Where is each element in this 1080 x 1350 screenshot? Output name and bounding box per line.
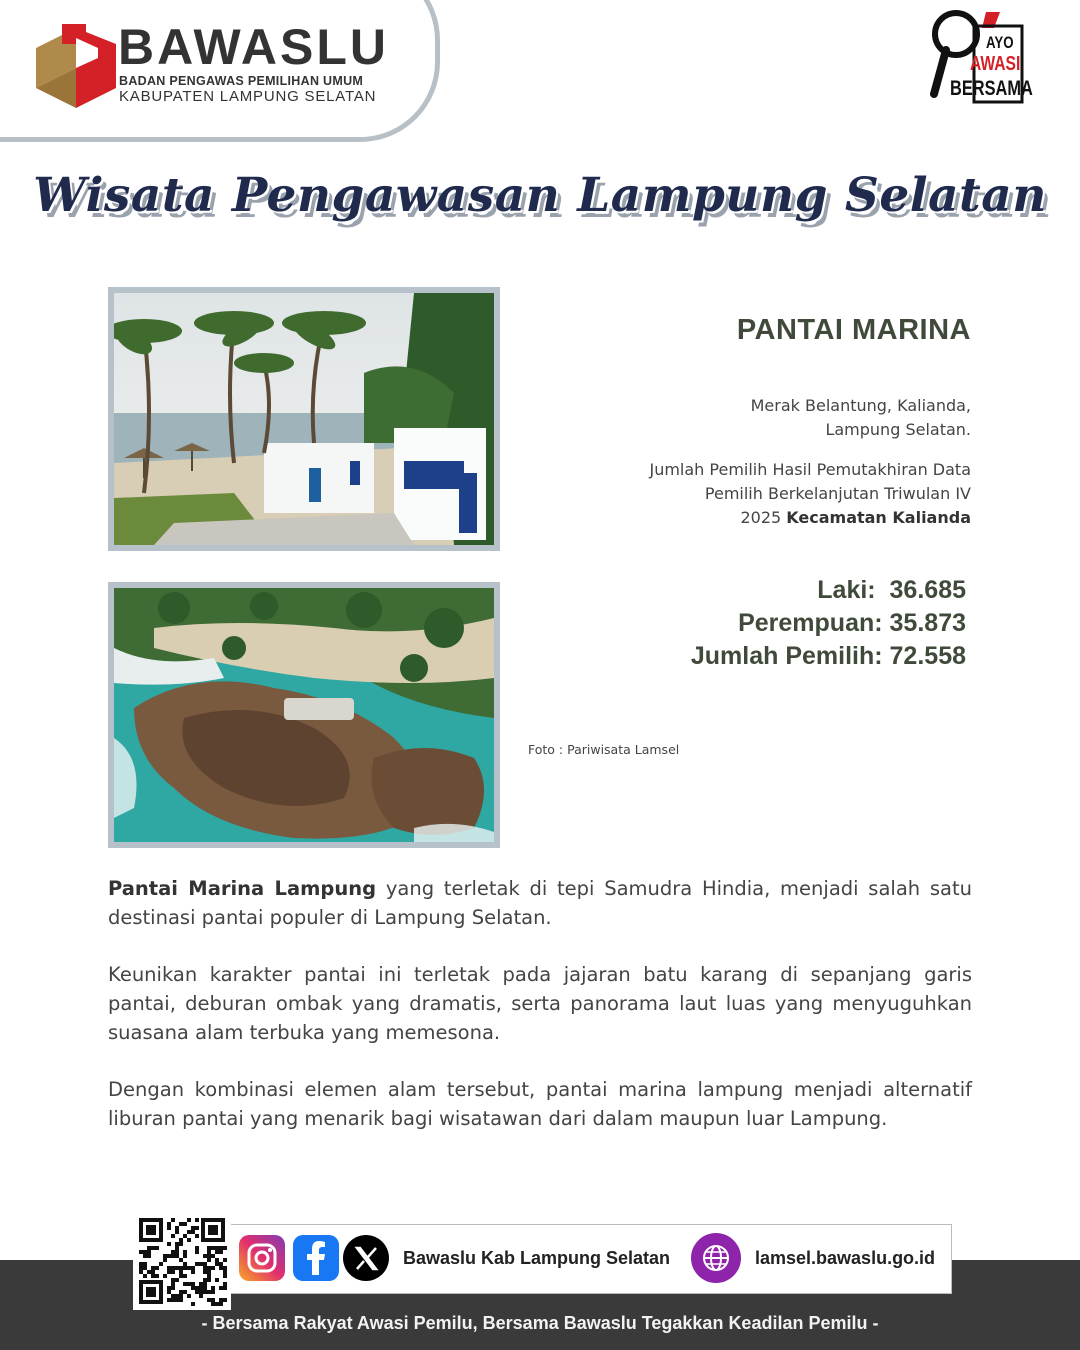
facebook-icon[interactable]: [293, 1235, 339, 1281]
paragraph-conclusion: Dengan kombinasi elemen alam tersebut, pantai marina lampung menjadi alternatif liburan pantai yang menarik bagi wisatawan dari dalam maupun luar Lampung.: [108, 1078, 972, 1130]
voter-data-description: [649, 458, 971, 530]
female-label: Perempuan:: [738, 609, 883, 637]
desc-line1: Jumlah Pemilih Hasil Pemutakhiran Data: [649, 460, 971, 479]
bawaslu-logo: [36, 24, 116, 108]
qr-code[interactable]: [133, 1212, 231, 1310]
desc-line2: Pemilih Berkelanjutan Triwulan IV: [704, 484, 971, 503]
globe-icon[interactable]: [691, 1233, 741, 1283]
badge-line2: AWASI: [970, 53, 1021, 75]
male-value: 36.685: [889, 576, 966, 604]
desc-year: 2025: [740, 508, 782, 527]
social-bar: [230, 1224, 952, 1294]
instagram-icon[interactable]: [239, 1235, 285, 1281]
org-name: BAWASLU: [118, 19, 389, 75]
ayo-awasi-badge: [930, 8, 1033, 104]
website-link[interactable]: lamsel.bawaslu.go.id: [755, 1248, 936, 1268]
org-full-name: BADAN PENGAWAS PEMILIHAN UMUM: [119, 74, 364, 88]
photo-credit: Foto : Pariwisata Lamsel: [528, 742, 680, 757]
female-value: 35.873: [889, 609, 966, 637]
intro-rest: yang terletak di tepi Samudra Hindia, menjadi salah satu destinasi pantai populer di Lampung Selatan.: [108, 877, 972, 929]
photo-rocky-coast: [108, 582, 500, 848]
x-icon[interactable]: [343, 1235, 389, 1281]
place-address: [751, 394, 971, 442]
male-label: Laki:: [817, 576, 876, 604]
photo-beach-building: [108, 287, 500, 551]
total-value: 72.558: [889, 642, 966, 670]
desc-district: Kecamatan Kalianda: [786, 508, 971, 527]
footer-tagline: - Bersama Rakyat Awasi Pemilu, Bersama Bawaslu Tegakkan Keadilan Pemilu -: [201, 1313, 879, 1333]
intro-bold: Pantai Marina Lampung: [108, 877, 377, 900]
address-line1: Merak Belantung, Kalianda,: [750, 396, 971, 415]
paragraph-intro: [108, 874, 972, 932]
badge-line1: AYO: [986, 33, 1014, 52]
place-name: PANTAI MARINA: [736, 314, 971, 346]
paragraph-uniqueness: Keunikan karakter pantai ini terletak pada jajaran batu karang di sepanjang garis pantai, deburan ombak yang dramatis, serta panorama laut luas yang menyuguhkan suasana alam terbuka yang memesona.: [108, 963, 972, 1044]
address-line2: Lampung Selatan.: [825, 420, 971, 439]
total-label: Jumlah Pemilih:: [690, 642, 883, 670]
voter-stats: [691, 574, 966, 673]
org-region: KABUPATEN LAMPUNG SELATAN: [119, 88, 377, 105]
badge-line3: BERSAMA: [950, 77, 1033, 100]
social-account-name: Bawaslu Kab Lampung Selatan: [403, 1248, 671, 1268]
page-title: Wisata Pengawasan Lampung Selatan: [33, 168, 1047, 223]
